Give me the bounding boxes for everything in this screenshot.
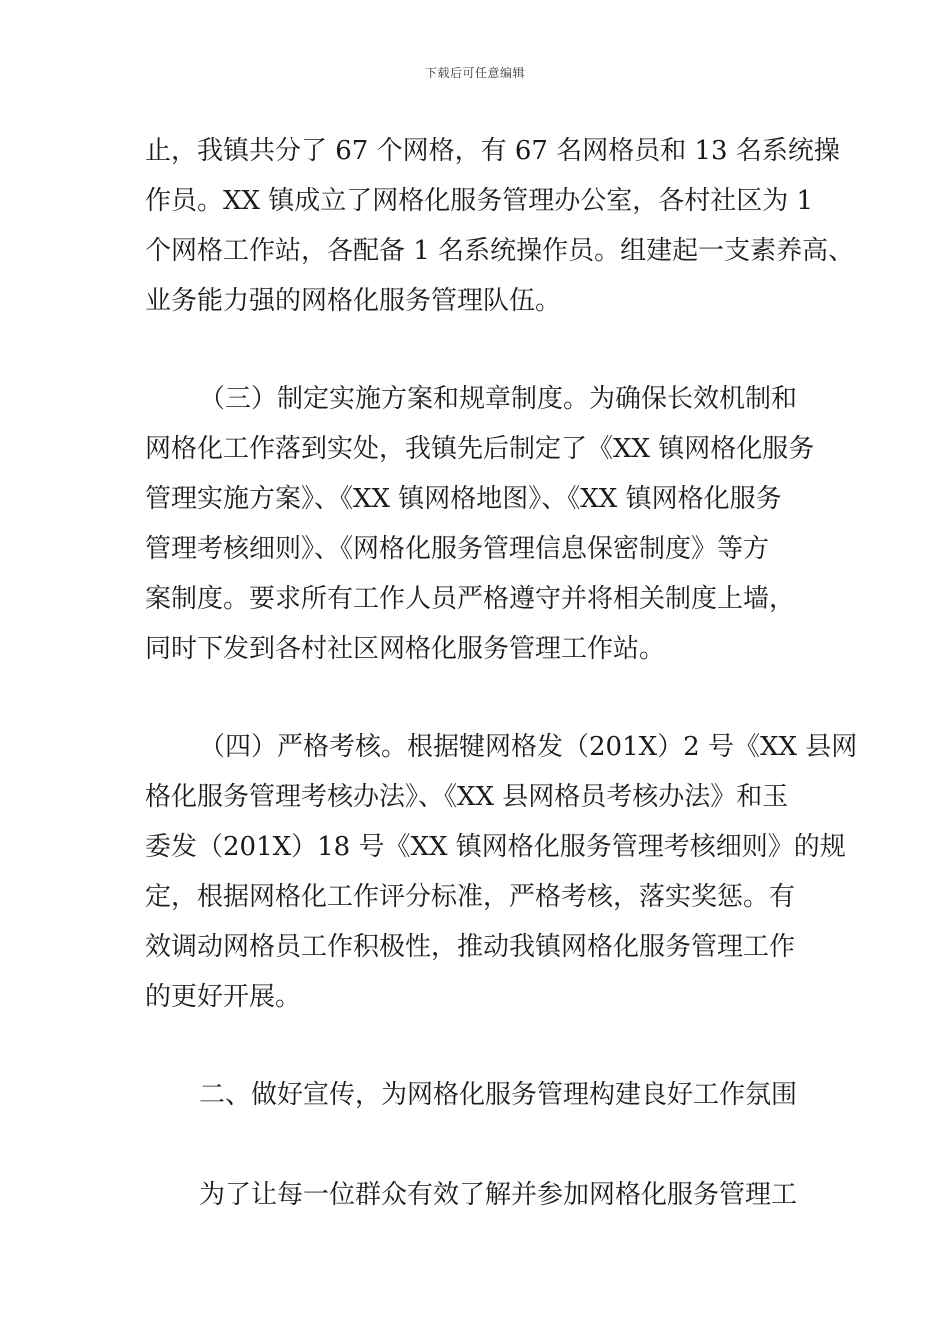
text-line: 效调动网格员工作积极性，推动我镇网格化服务管理工作	[145, 932, 796, 962]
text-line: （四）严格考核。根据犍网格发（201X）2 号《XX 县网	[199, 732, 858, 762]
text-line: 作员。XX 镇成立了网格化服务管理办公室，各村社区为 1	[145, 186, 814, 216]
section-heading: 二、做好宣传，为网格化服务管理构建良好工作氛围	[199, 1080, 798, 1110]
text-line: 网格化工作落到实处，我镇先后制定了《XX 镇网格化服务	[145, 434, 815, 464]
text-line: 定，根据网格化工作评分标准，严格考核，落实奖惩。有	[145, 882, 796, 912]
text-line: 管理考核细则》、《网格化服务管理信息保密制度》等方	[145, 534, 770, 564]
page-header: 下载后可任意编辑	[424, 66, 525, 80]
text-line: 止，我镇共分了 67 个网格，有 67 名网格员和 13 名系统操	[145, 136, 840, 166]
text-line: 业务能力强的网格化服务管理队伍。	[145, 286, 562, 316]
text-line: 个网格工作站，各配备 1 名系统操作员。组建起一支素养高、	[145, 236, 855, 266]
text-line: 同时下发到各村社区网格化服务管理工作站。	[145, 634, 666, 664]
text-line: 委发（201X）18 号《XX 镇网格化服务管理考核细则》的规	[145, 832, 846, 862]
text-line: （三）制定实施方案和规章制度。为确保长效机制和	[199, 384, 798, 414]
text-line: 的更好开展。	[145, 982, 302, 1012]
text-line: 管理实施方案》、《XX 镇网格地图》、《XX 镇网格化服务	[145, 484, 782, 514]
text-line: 案制度。要求所有工作人员严格遵守并将相关制度上墙，	[145, 584, 796, 614]
paragraph-publicity: 为了让每一位群众有效了解并参加网格化服务管理工	[199, 1180, 798, 1210]
text-line: 格化服务管理考核办法》、《XX 县网格员考核办法》和玉	[145, 782, 789, 812]
